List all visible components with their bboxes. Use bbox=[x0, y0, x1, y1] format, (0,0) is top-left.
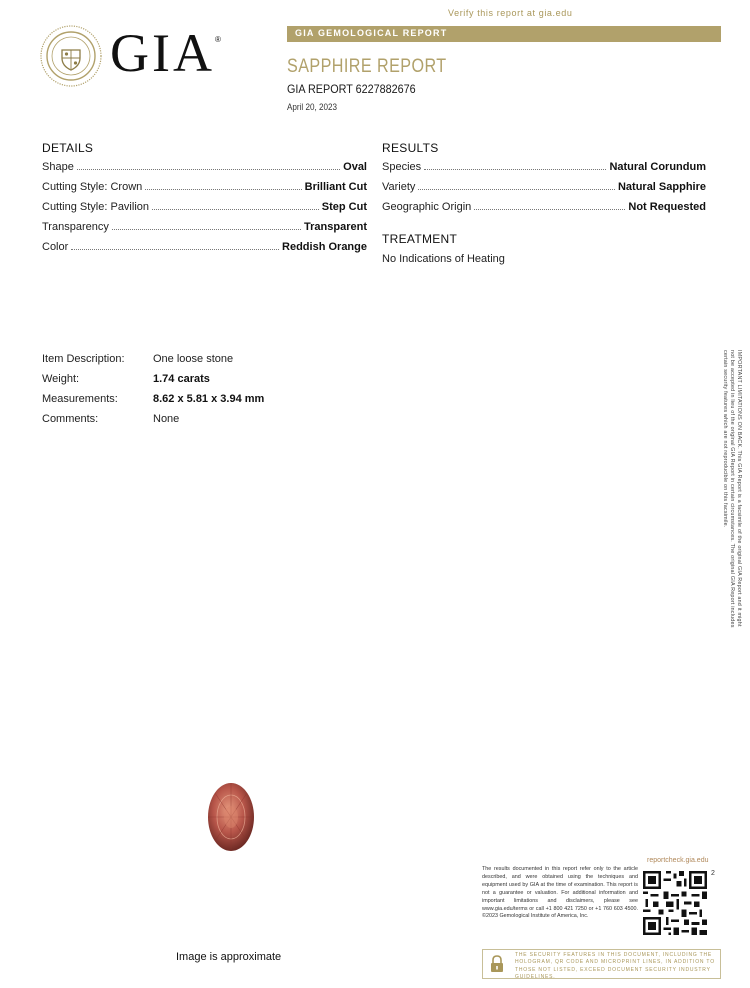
report-type-label: GIA GEMOLOGICAL REPORT bbox=[295, 28, 448, 38]
report-check-link[interactable]: reportcheck.gia.edu bbox=[647, 857, 709, 864]
details-heading: DETAILS bbox=[42, 141, 94, 155]
side-notice: IMPORTANT LIMITATIONS ON BACK. This GIA Report is a facsimile of the original GIA Report and it might not be accepted in lieu of the original GIA Report in certain circumstances. The original GIA Report includes certain security features which are not reproducible on this facsimile. bbox=[722, 350, 742, 628]
registered-mark: ® bbox=[215, 35, 221, 44]
results-list bbox=[382, 161, 706, 215]
treatment-heading: TREATMENT bbox=[382, 232, 458, 246]
result-row-variety bbox=[382, 181, 706, 195]
page-number: 2 bbox=[711, 870, 715, 877]
report-type-bar bbox=[287, 26, 721, 42]
item-value: 1.74 carats bbox=[153, 373, 210, 385]
item-value: One loose stone bbox=[153, 353, 234, 365]
detail-row-shape bbox=[42, 161, 367, 175]
detail-label: Cutting Style: Pavilion bbox=[42, 201, 149, 213]
results-heading: RESULTS bbox=[382, 141, 439, 155]
detail-row-crown bbox=[42, 181, 367, 195]
fine-print: The results documented in this report refer only to the article described, and were obtained using the techniques and equipment used by GIA at the time of examination. This report is not a guarantee or valuation. For additional information and important limitations and disclaimers, please see www.gia.edu/terms or call +1 800 421 7250 or +1 760 603 4500. ©2023 Gemological Institute of America, Inc. bbox=[482, 866, 638, 920]
result-row-species bbox=[382, 161, 706, 175]
item-value: 8.62 x 5.81 x 3.94 mm bbox=[153, 393, 265, 405]
result-value: Not Requested bbox=[628, 201, 706, 213]
detail-label: Cutting Style: Crown bbox=[42, 181, 143, 193]
detail-value: Step Cut bbox=[321, 201, 367, 213]
detail-value: Brilliant Cut bbox=[304, 181, 367, 193]
details-list bbox=[42, 161, 367, 255]
item-label: Measurements: bbox=[42, 393, 118, 405]
result-label: Variety bbox=[382, 181, 416, 193]
stone-image bbox=[207, 782, 255, 852]
item-row-weight bbox=[42, 373, 264, 393]
gia-logo: GIA bbox=[110, 23, 215, 83]
detail-label: Transparency bbox=[42, 221, 109, 233]
detail-label: Color bbox=[42, 241, 69, 253]
security-text: THE SECURITY FEATURES IN THIS DOCUMENT, INCLUDING THE HOLOGRAM, QR CODE AND MICROPRINT LINES, IN ADDITION TO THOSE NOT LISTED, EXCEED DOCUMENT SECURITY INDUSTRY GUIDELINES. bbox=[515, 952, 715, 981]
detail-value: Oval bbox=[343, 161, 367, 173]
item-label: Item Description: bbox=[42, 353, 125, 365]
item-label: Weight: bbox=[42, 373, 80, 385]
qr-code-icon[interactable] bbox=[643, 869, 707, 937]
item-value: None bbox=[153, 413, 180, 425]
treatment-text: No Indications of Heating bbox=[382, 253, 505, 265]
detail-value: Transparent bbox=[304, 221, 367, 233]
detail-row-transparency bbox=[42, 221, 367, 235]
report-title: SAPPHIRE REPORT bbox=[287, 56, 447, 77]
detail-value: Reddish Orange bbox=[282, 241, 367, 253]
item-label: Comments: bbox=[42, 413, 99, 425]
image-note: Image is approximate bbox=[176, 951, 282, 963]
report-number: GIA REPORT 6227882676 bbox=[287, 82, 416, 96]
result-row-origin bbox=[382, 201, 706, 215]
detail-row-pavilion bbox=[42, 201, 367, 215]
result-label: Geographic Origin bbox=[382, 201, 472, 213]
item-row-comments bbox=[42, 413, 264, 433]
item-row-measurements bbox=[42, 393, 264, 413]
result-label: Species bbox=[382, 161, 422, 173]
item-info bbox=[42, 353, 264, 433]
result-value: Natural Sapphire bbox=[617, 181, 706, 193]
lock-icon bbox=[489, 955, 505, 973]
detail-row-color bbox=[42, 241, 367, 255]
detail-label: Shape bbox=[42, 161, 74, 173]
item-row-description bbox=[42, 353, 264, 373]
gia-seal-icon bbox=[40, 25, 102, 87]
result-value: Natural Corundum bbox=[609, 161, 706, 173]
verify-link[interactable]: Verify this report at gia.edu bbox=[448, 8, 573, 18]
report-date: April 20, 2023 bbox=[287, 102, 337, 112]
